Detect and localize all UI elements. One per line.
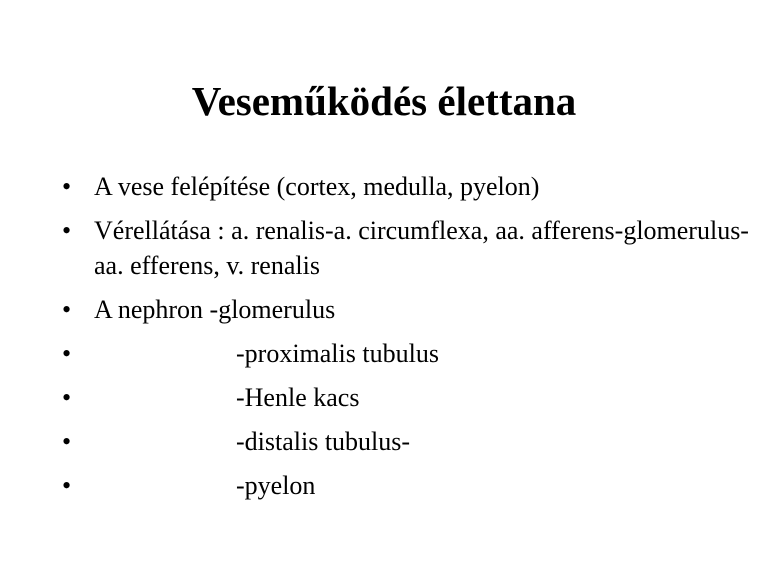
bullet-icon: • [62, 427, 72, 456]
bullet-text: -proximalis tubulus [236, 339, 439, 368]
bullet-item [62, 380, 752, 415]
bullet-text: -pyelon [236, 471, 316, 500]
slide-title: Veseműködés élettana [191, 78, 577, 124]
bullet-icon: • [62, 383, 72, 412]
bullet-icon: • [62, 172, 72, 201]
bullet-item [62, 424, 752, 459]
bullet-text: A nephron -glomerulus [94, 295, 336, 324]
bullet-icon: • [62, 216, 72, 245]
bullet-item [62, 292, 752, 327]
bullet-text: -distalis tubulus- [236, 427, 411, 456]
bullet-item [62, 336, 752, 371]
bullet-item [62, 213, 752, 283]
bullet-list [62, 169, 752, 512]
bullet-icon: • [62, 471, 72, 500]
bullet-text: A vese felépítése (cortex, medulla, pyelon) [94, 172, 540, 201]
bullet-item [62, 169, 752, 204]
bullet-item [62, 468, 752, 503]
bullet-text: Vérellátása : a. renalis-a. circumflexa, aa. afferens-glomerulus-aa. efferens, v. renalis [94, 216, 749, 280]
bullet-text: -Henle kacs [236, 383, 360, 412]
bullet-icon: • [62, 295, 72, 324]
bullet-icon: • [62, 339, 72, 368]
